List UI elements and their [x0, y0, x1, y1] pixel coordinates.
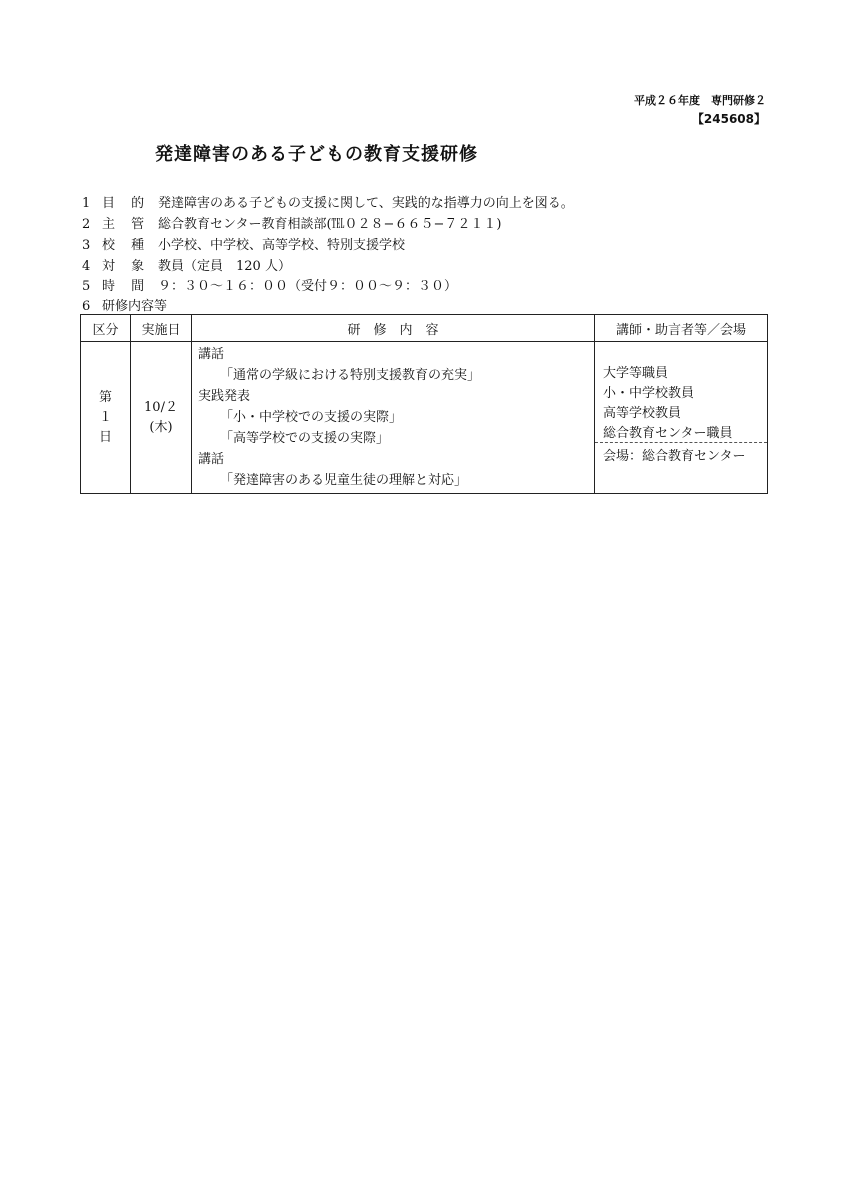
- header-content: 研 修 内 容: [192, 315, 595, 342]
- section-training-content: [82, 295, 167, 314]
- item-number: 5: [82, 279, 91, 294]
- content-line: 講話: [198, 347, 225, 362]
- content-cell: [192, 342, 595, 494]
- header-date: 実施日: [131, 315, 192, 342]
- lecturer-item: 大学等職員: [603, 366, 669, 381]
- section-label: 研修内容等: [102, 299, 168, 314]
- content-line: 実践発表: [198, 389, 251, 404]
- info-item-target: [82, 255, 291, 274]
- lecturer-item: 小・中学校教員: [603, 386, 695, 401]
- item-value: 小学校、中学校、高等学校、特別支援学校: [158, 238, 406, 253]
- fiscal-year-label: 平成２６年度 専門研修２: [634, 94, 766, 107]
- weekday-value: (木): [149, 419, 173, 435]
- page-title: 発達障害のある子どもの教育支援研修: [155, 144, 478, 165]
- venue-label: 会場：総合教育センター: [595, 442, 767, 467]
- item-number: 3: [82, 238, 91, 253]
- course-code: 【245608】: [691, 112, 766, 126]
- content-line: 講話: [198, 452, 225, 467]
- item-number: 4: [82, 259, 91, 274]
- item-label: 主 管: [102, 217, 151, 232]
- item-value: ９：３０〜１６：００（受付９：００〜９：３０）: [158, 279, 458, 294]
- item-value: 教員（定員 120 人）: [158, 259, 291, 274]
- day-label-1: 第: [98, 389, 112, 405]
- item-label: 時 間: [102, 279, 151, 294]
- date-cell: [131, 342, 192, 494]
- date-value: 10/２: [144, 399, 178, 415]
- info-item-time: [82, 275, 457, 294]
- day-label-3: 日: [98, 429, 112, 445]
- lecturer-list: [595, 342, 767, 442]
- info-item-school-types: [82, 234, 405, 253]
- lecturer-cell: [595, 342, 768, 494]
- content-line: 「高等学校での支援の実際」: [220, 431, 390, 446]
- info-item-organizer: [82, 213, 501, 232]
- header-lecturer: 講師・助言者等／会場: [595, 315, 768, 342]
- item-value: 発達障害のある子どもの支援に関して、実践的な指導力の向上を図る。: [158, 196, 574, 211]
- item-label: 対 象: [102, 259, 151, 274]
- content-line: 「通常の学級における特別支援教育の充実」: [220, 368, 481, 383]
- info-item-purpose: [82, 192, 574, 211]
- day-label-2: １: [98, 409, 112, 425]
- schedule-table: [80, 314, 768, 494]
- day-category-cell: [81, 342, 131, 494]
- item-number: 6: [82, 299, 91, 314]
- table-row: [81, 342, 768, 494]
- item-label: 目 的: [102, 196, 151, 211]
- item-value: 総合教育センター教育相談部(℡０２８−６６５−７２１１): [158, 217, 502, 232]
- content-line: 「小・中学校での支援の実際」: [220, 410, 403, 425]
- table-header-row: [81, 315, 768, 342]
- item-number: 1: [82, 196, 91, 211]
- item-label: 校 種: [102, 238, 151, 253]
- item-number: 2: [82, 217, 91, 232]
- lecturer-item: 高等学校教員: [603, 406, 682, 421]
- lecturer-item: 総合教育センター職員: [603, 426, 733, 441]
- header-category: 区分: [81, 315, 131, 342]
- content-line: 「発達障害のある児童生徒の理解と対応」: [220, 473, 468, 488]
